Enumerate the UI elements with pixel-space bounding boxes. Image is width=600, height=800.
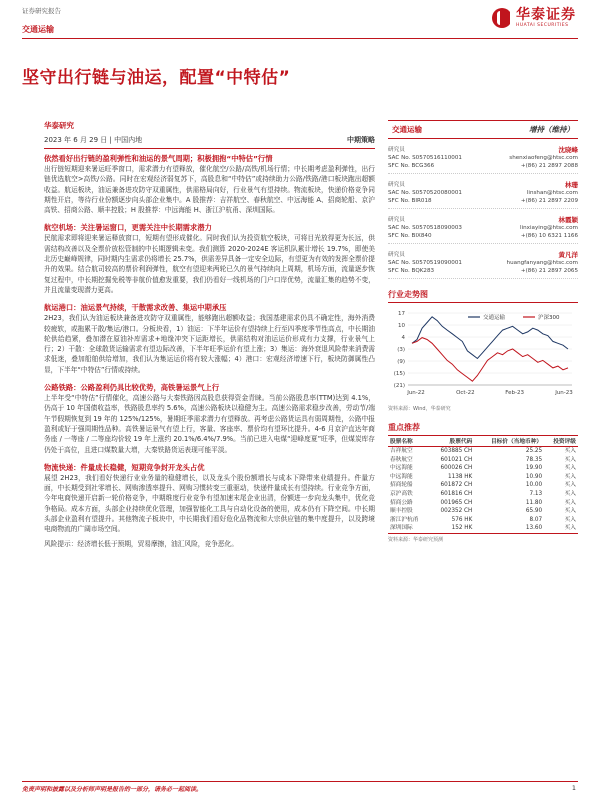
- research-org: 华泰研究: [44, 121, 74, 130]
- report-type-label: 证券研究报告: [22, 7, 61, 15]
- stock-code: 601872 CH: [440, 482, 473, 489]
- analyst-name: 黄凡洋: [558, 251, 578, 259]
- table-row: [388, 473, 578, 482]
- stock-name: 浙江沪杭甬: [390, 516, 419, 523]
- analyst-role: 研究员: [388, 217, 405, 223]
- stock-name: 京沪高铁: [390, 490, 413, 497]
- logo-english-name: HUATAI SECURITIES: [516, 23, 569, 28]
- table-row: [388, 490, 578, 499]
- chart-source: 资料来源：Wind，华泰研究: [388, 406, 451, 412]
- table-heading: 重点推荐: [388, 422, 578, 436]
- paragraph-text: 2H23，我们认为油运板块兼备进攻防守双重属性，能够跑出超额收益；我国基建需求仍具不确定性，海外消费较疲软，或拖累干散/集运/港口。分板块看，1）油运：下半年运价有望持续上行至四季度季节性高点，中长期油轮供给趋紧，叠加潜在原油补库需求+地缘冲突下运距增长，供需结构对油运运价形成有力支撑，行业景气上行；2）干散：全球散货运输需求有望边际改善，下半年旺季运价有望上涨；3）集运：海外衰退风险带来消费需求低迷，叠加船舶供给增加，我们认为集运运价将有较大涨幅；4）港口：宏观经济增速下行，板块防御属性凸显，下半年“中特估”行情或持续。: [44, 314, 375, 374]
- series-line-0: [412, 317, 568, 359]
- analyst-sac: SAC No. S0570519090001: [388, 260, 462, 266]
- body-column: [44, 150, 375, 549]
- stock-code: 601816 CH: [440, 490, 473, 497]
- y-tick-label: (21): [393, 383, 405, 389]
- analyst-phone: +(86) 21 2897 2088: [520, 163, 578, 169]
- analyst-phone: +(86) 10 6321 1166: [520, 233, 578, 239]
- industry-trend-svg: [388, 307, 578, 399]
- stock-rating: 买入: [564, 456, 576, 463]
- legend-label: 交通运输: [483, 315, 506, 321]
- stock-target-price: 10.00: [525, 482, 543, 489]
- stock-code: 600026 CH: [440, 465, 473, 472]
- stock-target-price: 13.60: [525, 525, 543, 532]
- stock-code: 576 HK: [451, 516, 473, 523]
- analyst-card: [388, 215, 578, 244]
- stock-name: 深圳国际: [390, 525, 413, 532]
- risk-warning: 风险提示：经济增长低于预期，贸易摩擦，油汇风险，竞争恶化。: [44, 539, 238, 548]
- legend-label: 沪深300: [538, 315, 560, 321]
- analyst-email[interactable]: linxiaying@htsc.com: [520, 225, 578, 231]
- analyst-email[interactable]: huangfanyang@htsc.com: [506, 260, 578, 266]
- analyst-list: [388, 145, 578, 279]
- y-tick-label: 10: [398, 323, 405, 329]
- x-tick-label: Jun-23: [555, 390, 573, 396]
- header-divider: [22, 38, 578, 39]
- paragraph-heading: 公路铁路：公路盈利仍具比较优势，高铁暑运景气上行: [44, 383, 220, 393]
- stock-target-price: 11.80: [525, 499, 543, 506]
- industry-rating: 增持（维持）: [529, 125, 574, 134]
- industry-rating-bar: [388, 120, 578, 139]
- paragraph-heading: 航空机场：关注暑运窗口，更需关注中长期需求潜力: [44, 223, 212, 233]
- analyst-card: [388, 250, 578, 279]
- report-title: 坚守出行链与油运，配置“中特估”: [22, 68, 291, 88]
- analyst-sfc: SFC No. BQK283: [388, 268, 435, 274]
- footer-divider: [22, 781, 578, 782]
- stock-name: 招商轮船: [390, 482, 413, 489]
- logo-chinese-name: 华泰证券: [516, 7, 576, 23]
- stock-name: 春秋航空: [390, 456, 413, 463]
- analyst-sfc: SFC No. BIX840: [388, 233, 432, 239]
- stock-rating: 买入: [564, 499, 576, 506]
- paragraph-heading: 航运港口：油运景气持续，干散需求改善、集运中期承压: [44, 303, 227, 313]
- stock-code: 1138 HK: [448, 473, 473, 480]
- analyst-card: [388, 180, 578, 209]
- stock-target-price: 8.07: [529, 516, 543, 523]
- paragraph-text: 展望 2H23，我们看好快递行业业务量的稳健增长，以及龙头个股份额增长与成本下降带来业绩提升。件量方面，中长期受到社零增长、网购渗透率提升、网购习惯转变三重驱动，快递件量成长有望持续。行业竞争方面，今年电商快递开启新一轮价格竞争，中期维度行业竞争有望加速末尾企业出清，份额进一步向龙头集中，优化竞争格局。成本方面，头部企业持续优化管理，加强智能化工具与自动化设备的使用，成本仍有下降空间。中长期头部企业盈利有望提升。其他物流子板块中，中长期我们看好危化品物流和大宗供应链的集中度提升，以及跨境电商物流的广阔市场空间。: [44, 473, 375, 534]
- report-date-region: 2023 年 6 月 29 日 | 中国内地: [44, 136, 143, 144]
- col-rating: 投资评级: [544, 439, 578, 447]
- table-row: [388, 456, 578, 465]
- stock-rating: 买入: [564, 482, 576, 489]
- paragraph-text: 出行链短期迎来暑运旺季窗口，需求潜力有望释放，催化航空/公路/高铁/机场行情；中长期考虑盈利弹性，出行链优选航空>高铁/公路。同时在宏观经济弱复苏下，高股息和“中特估”或持续助力公路/铁路/港口板块跑出超额收益。航运板块，油运兼备进攻防守双重属性，供需格局向好，行业景气有望持续。物流板块，快递价格竞争同期性开启，等待行业份额逐步向头部企业集中。A 股推荐：吉祥航空、春秋航空、中远海能 A、招商轮船、京沪高铁、招商公路、顺丰控股；H 股推荐：中远海能 H、浙江沪杭甬、深圳国际。: [44, 165, 375, 215]
- stock-target-price: 10.90: [525, 473, 543, 480]
- page-number: 1: [571, 784, 576, 792]
- industry-name: 交通运输: [392, 125, 422, 134]
- stock-rating: 买入: [564, 516, 576, 523]
- analyst-role: 研究员: [388, 147, 405, 153]
- analyst-name: 林珊: [565, 181, 578, 189]
- stock-rating: 买入: [564, 465, 576, 472]
- stock-name: 中远海能: [390, 473, 413, 480]
- report-category: 中期策略: [347, 136, 375, 144]
- analyst-sac: SAC No. S0570516110001: [388, 155, 462, 161]
- analyst-role: 研究员: [388, 182, 405, 188]
- table-row: [388, 499, 578, 508]
- table-row: [388, 464, 578, 473]
- col-stock-code: 股票代码: [429, 439, 474, 447]
- x-tick-label: Feb-23: [505, 390, 525, 396]
- stock-target-price: 25.25: [525, 448, 543, 454]
- y-tick-label: 17: [398, 311, 405, 317]
- stock-name: 吉祥航空: [390, 448, 413, 454]
- analyst-phone: +(86) 21 2897 2065: [520, 268, 578, 274]
- analyst-name: 林霞颖: [558, 216, 578, 224]
- stock-rating: 买入: [564, 525, 576, 532]
- chart-heading: 行业走势图: [388, 289, 578, 303]
- y-tick-label: (15): [393, 371, 405, 377]
- recommendation-table: [388, 439, 578, 534]
- analyst-sac: SAC No. S0570518090003: [388, 225, 462, 231]
- analyst-email[interactable]: shenxiaofeng@htsc.com: [509, 155, 578, 161]
- stock-name: 顺丰控股: [390, 508, 413, 515]
- stock-rating: 买入: [564, 473, 576, 480]
- section-tag: 交通运输: [22, 25, 54, 34]
- stock-code: 001965 CH: [440, 499, 473, 506]
- stock-code: 603885 CH: [440, 448, 473, 454]
- logo-mark-icon: [492, 8, 512, 28]
- y-tick-label: (3): [397, 347, 405, 353]
- analyst-email[interactable]: linshan@htsc.com: [526, 190, 578, 196]
- report-date: 2023 年 6 月 29 日: [44, 136, 108, 144]
- stock-target-price: 65.90: [525, 508, 543, 515]
- y-tick-label: 4: [401, 335, 405, 341]
- analyst-sfc: SFC No. BCG366: [388, 163, 435, 169]
- stock-code: 152 HK: [451, 525, 473, 532]
- paragraph-heading: 依然看好出行链的盈利弹性和油运的景气周期；积极拥抱“中特估”行情: [44, 154, 273, 163]
- paragraph-heading: 物流快递：件量成长稳健，短期竞争封开龙头占优: [44, 462, 205, 472]
- stock-name: 招商公路: [390, 499, 413, 506]
- col-stock-name: 股票名称: [388, 439, 429, 447]
- analyst-role: 研究员: [388, 252, 405, 258]
- analyst-sfc: SFC No. BIR018: [388, 198, 432, 204]
- x-tick-label: Oct-22: [456, 390, 475, 396]
- sidebar: [388, 120, 578, 543]
- stock-code: 002352 CH: [440, 508, 473, 515]
- table-row: [388, 516, 578, 525]
- disclaimer-note: 免责声明和披露以及分析师声明是报告的一部分，请务必一起阅读。: [22, 786, 203, 793]
- analyst-phone: +(86) 21 2897 2209: [520, 198, 578, 204]
- paragraph-text: 上半年受“中特估”行情催化，高速公路与大秦铁路因高股息获得资金青睐。当前公路股息率(TTM)达到 4.1%，仍高于 10 年国债收益率，铁路股息率约 5.6%，高速公路板块以稳健为主。高速公路需求稳步改善，劳动节/端午节假期恢复到 19 年的 125%/125%，暑期旺季需求潜力有望释放。再考虑公路货运具有弱周期性，公路中报盈利或好于强周期性品种。高铁暑运景气有望上行，客量、客座率、票价均有望环比提升。4-6 月京沪直达年商务座 / 一等座 / 二等座均价较 19 年上涨约 20.1%/6.4%/7.9%。当前已进入电煤“迎峰度夏”旺季，但煤炭库存仍处于高位，且进口煤数量大增，大秦铁路货运表现可能平淡。: [44, 394, 375, 454]
- stock-target-price: 7.13: [529, 490, 543, 497]
- table-row: [388, 447, 578, 456]
- table-source: 资料来源：华泰研究预测: [388, 536, 444, 543]
- table-row: [388, 481, 578, 490]
- col-target-price: 目标价（当地币种）: [474, 439, 544, 447]
- stock-rating: 买入: [564, 508, 576, 515]
- stock-target-price: 78.35: [525, 456, 543, 463]
- report-region: 中国内地: [114, 136, 143, 144]
- y-tick-label: (9): [397, 359, 405, 365]
- paragraph-text: 民航需求即将迎来暑运释放窗口，短期有望形成催化。同时我们认为投资航空板块，可将目光放得更为长远，供需结构改善以及全票价放松管制的中长期逻辑未变。我们测算 2020-2024E 客运机队累计增长 19.7%，即使美北历史巅峰规律，同时期内生需求仍将增长 25.7%，供需差异具备一定安全边际，有望更为有效的发挥全票价提升的效果。结合航司较高的票价利润弹性，航空有望迎来两轮已久的景气持续向上周期，机场方面，流量逐步恢复过程中，中长期挖掘免税等非航价值愈发重要，我们仍看好一线机场的门户口岸优势，流量汇集的趋势不变，并且流量变现潜力更高。: [44, 234, 375, 294]
- broker-logo: [492, 8, 576, 28]
- analyst-name: 沈晓峰: [558, 146, 578, 154]
- stock-rating: 买入: [564, 490, 576, 497]
- stock-name: 中远海能: [390, 465, 413, 472]
- table-row: [388, 524, 578, 533]
- stock-target-price: 19.90: [525, 465, 543, 472]
- x-tick-label: Jun-22: [407, 390, 425, 396]
- report-meta-row: [44, 135, 375, 149]
- stock-code: 601021 CH: [440, 456, 473, 463]
- stock-rating: 买入: [564, 448, 576, 454]
- analyst-sac: SAC No. S0570520080001: [388, 190, 462, 196]
- analyst-card: [388, 145, 578, 174]
- industry-trend-chart: [388, 307, 578, 403]
- table-row: [388, 507, 578, 516]
